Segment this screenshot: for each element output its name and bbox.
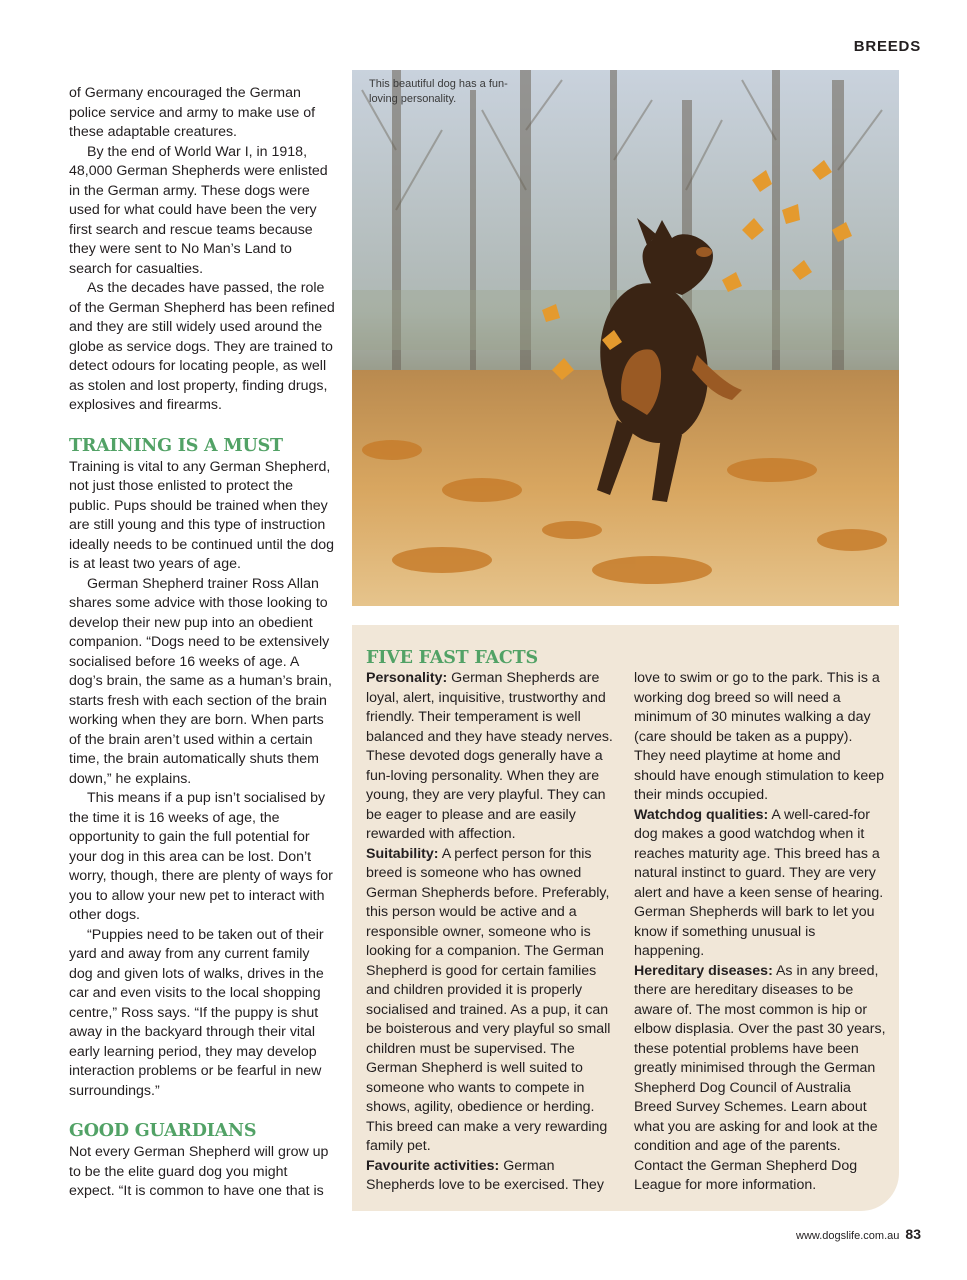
paragraph: German Shepherd trainer Ross Allan shares some advice with those looking to develop their new pup into an obedient companion. “Dogs need to be extensively socialised before 16 weeks of age. A dog’s brain, the same as a human’s brain, starts fresh with each section of the brain working when they are born. When parts of the brain aren’t used within a certain time, the brain automatically shuts them down,” he explains. <box>69 575 332 787</box>
fact-activities-continued: love to swim or go to the park. This is a working dog breed so will need a minimum of 30 minutes walking a day (care should be taken as a puppy). They need playtime at home and should have enough stimulation to keep their minds occupied. <box>634 670 885 803</box>
left-column <box>69 84 335 1202</box>
page-footer <box>796 1226 921 1242</box>
five-fast-facts-box <box>352 625 899 1211</box>
paragraph: As the decades have passed, the role of the German Shepherd has been refined and they are still widely used around the globe as service dogs. They are trained to detect odours for locating people, as well as stolen and lost property, finding drugs, explosives and firearms. <box>69 280 335 413</box>
page-number: 83 <box>905 1226 921 1242</box>
fact-label: Watchdog qualities: <box>634 806 769 823</box>
facts-column-1 <box>366 669 618 1196</box>
fact-suitability <box>366 845 618 1157</box>
paragraph: This means if a pup isn’t socialised by the time it is 16 weeks of age, the opportunity to gain the full potential for your dog in this area can be lost. Don’t worry, though, there are plenty of ways for you to allow your new pet to interact with other dogs. <box>69 790 333 923</box>
fact-text: A perfect person for this breed is someone who has owned German Shepherds before. Preferably, this person would be active and a responsible owner, someone who is looking for a companion. The German Shepherd is good for certain families and children provided it is properly socialised and trained. As a pup, it can be boisterous and very playful so small children must be supervised. The German Shepherd is well suited to someone who wants to compete in shows, agility, obedience or herding. This breed can make a very rewarding family pet. <box>366 845 611 1154</box>
paragraph: Not every German Shepherd will grow up to be the elite guard dog you might expect. “It is common to have one that is <box>69 1144 329 1199</box>
fact-text: German Shepherds love to be exercised. They <box>366 1157 604 1193</box>
paragraph: of Germany encouraged the German police service and army to make use of these adaptable creatures. <box>69 85 316 140</box>
fact-label: Suitability: <box>366 845 439 862</box>
fact-text: German Shepherds are loyal, alert, inquisitive, trustworthy and friendly. Their temperament is well balanced and they have steady nerves. These devoted dogs generally have a fun-loving personality. When they are young, they are very playful. They can be eager to please and are easily rewarded with affection. <box>366 670 613 842</box>
facts-title: FIVE FAST FACTS <box>366 648 538 668</box>
fact-text: A well-cared-for dog makes a good watchdog when it reaches maturity age. This breed has a natural instinct to guard. They are very alert and have a keen sense of hearing. German Shepherds will bark to let you know if something unusual is happening. <box>634 806 884 959</box>
photo-caption: This beautiful dog has a fun-loving personality. <box>369 78 508 105</box>
section-tag: BREEDS <box>853 38 921 55</box>
fact-label: Hereditary diseases: <box>634 962 773 979</box>
paragraph: By the end of World War I, in 1918, 48,000 German Shepherds were enlisted in the German army. These dogs were used for what could have been the very first search and rescue teams because they were sent to No Man’s Land to search for casualties. <box>69 143 328 277</box>
paragraph: “Puppies need to be taken out of their yard and away from any current family dog and given lots of walks, drives in the car and even visits to the local shopping centre,” Ross says. “If the puppy is shut away in the backyard through their vital early learning period, they may develop interaction problems or be fearful in new surroundings.” <box>69 926 324 1099</box>
fact-hereditary <box>634 962 886 1196</box>
heading-training: TRAINING IS A MUST <box>69 435 283 456</box>
fact-activities <box>366 1157 618 1196</box>
dog-photo <box>352 70 899 606</box>
fact-label: Favourite activities: <box>366 1157 500 1174</box>
fact-label: Personality: <box>366 670 448 686</box>
heading-guardians: GOOD GUARDIANS <box>69 1121 257 1141</box>
fact-personality <box>366 669 618 845</box>
website-url: www.dogslife.com.au <box>796 1230 900 1242</box>
facts-column-2 <box>634 669 886 1196</box>
fact-watchdog <box>634 806 886 962</box>
fact-text: As in any breed, there are hereditary diseases to be aware of. The most common is hip or elbow displasia. Over the past 30 years, these potential problems have been greatly minimised through the German Shepherd Dog Council of Australia Breed Survey Schemes. Learn about what you are asking for and look at the condition and age of the parents. Contact the German Shepherd Dog League for more information. <box>634 962 886 1193</box>
paragraph: Training is vital to any German Shepherd, not just those enlisted to protect the public. Pups should be trained when they are still young and this type of instruction ideally needs to be continued until the dog is at least two years of age. <box>69 458 335 572</box>
